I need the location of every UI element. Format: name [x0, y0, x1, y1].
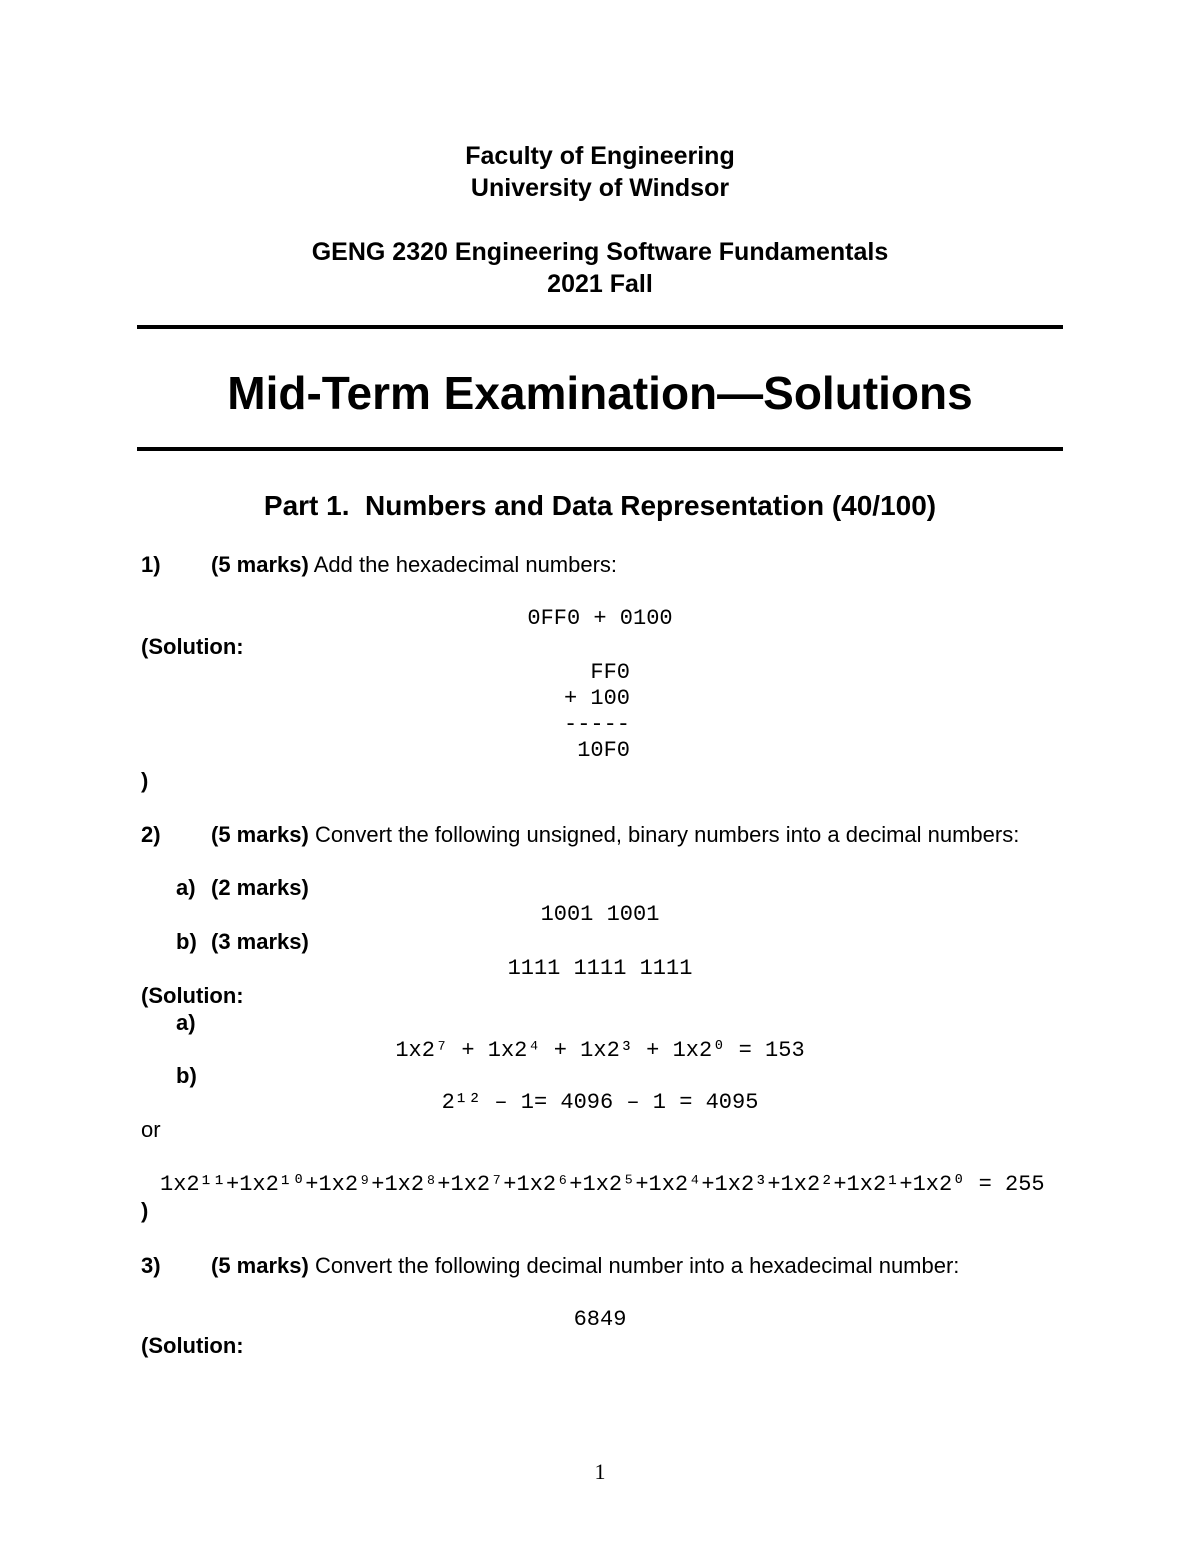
q2-b-value: 1111 1111 1111	[507, 956, 693, 981]
q1-solution-close: )	[141, 768, 149, 793]
q2-number: 2)	[141, 822, 161, 847]
top-rule	[137, 325, 1063, 329]
q2-a-marks: (2 marks)	[211, 875, 309, 900]
course-title: GENG 2320 Engineering Software Fundamentals	[311, 238, 889, 266]
q1-solution-open: (Solution:	[141, 634, 244, 659]
term: 2021 Fall	[547, 270, 653, 298]
university-name: University of Windsor	[470, 174, 730, 202]
q2-b-marks: (3 marks)	[211, 929, 309, 954]
q1-work-line: FF0	[564, 660, 631, 685]
q1-number: 1)	[141, 552, 161, 577]
q3-prompt	[211, 1253, 959, 1279]
q3-value: 6849	[573, 1307, 627, 1332]
q2-a-label: a)	[176, 875, 196, 900]
q2-solution-a: 1x2⁷ + 1x2⁴ + 1x2³ + 1x2⁰ = 153	[395, 1038, 805, 1063]
q1-work-line: + 100	[564, 686, 631, 711]
q2-solution-b-label: b)	[176, 1063, 197, 1088]
part-heading: Part 1. Numbers and Data Representation (40/100)	[263, 490, 937, 521]
q2-a-value: 1001 1001	[540, 902, 660, 927]
q2-solution-a-label: a)	[176, 1010, 196, 1035]
q3-text: Convert the following decimal number into a hexadecimal number:	[314, 1253, 960, 1278]
bottom-rule	[137, 447, 1063, 451]
q3-solution-open: (Solution:	[141, 1333, 244, 1358]
q2-solution-close: )	[141, 1198, 149, 1223]
q1-work-line: -----	[564, 712, 631, 737]
exam-title: Mid-Term Examination—Solutions	[227, 367, 973, 419]
q3-marks: (5 marks)	[211, 1253, 309, 1278]
q2-solution-b: 2¹² – 1= 4096 – 1 = 4095	[441, 1090, 759, 1115]
q1-marks: (5 marks)	[211, 552, 309, 577]
q2-or: or	[141, 1117, 161, 1142]
q2-b-label: b)	[176, 929, 197, 954]
q1-prompt	[211, 552, 617, 578]
q1-work-line: 10F0	[564, 738, 631, 763]
q2-solution-open: (Solution:	[141, 983, 244, 1008]
q2-prompt	[211, 822, 1019, 848]
q2-text: Convert the following unsigned, binary numbers into a decimal numbers:	[314, 822, 1020, 847]
faculty-name: Faculty of Engineering	[465, 142, 735, 170]
q2-marks: (5 marks)	[211, 822, 309, 847]
q2-solution-b-alt: 1x2¹¹+1x2¹⁰+1x2⁹+1x2⁸+1x2⁷+1x2⁶+1x2⁵+1x2⁴+1x2³+1x2²+1x2¹+1x2⁰ = 255	[160, 1172, 1045, 1197]
page-number: 1	[594, 1459, 606, 1484]
q3-number: 3)	[141, 1253, 161, 1278]
q1-expression: 0FF0 + 0100	[527, 606, 673, 631]
q1-text: Add the hexadecimal numbers:	[313, 552, 618, 577]
